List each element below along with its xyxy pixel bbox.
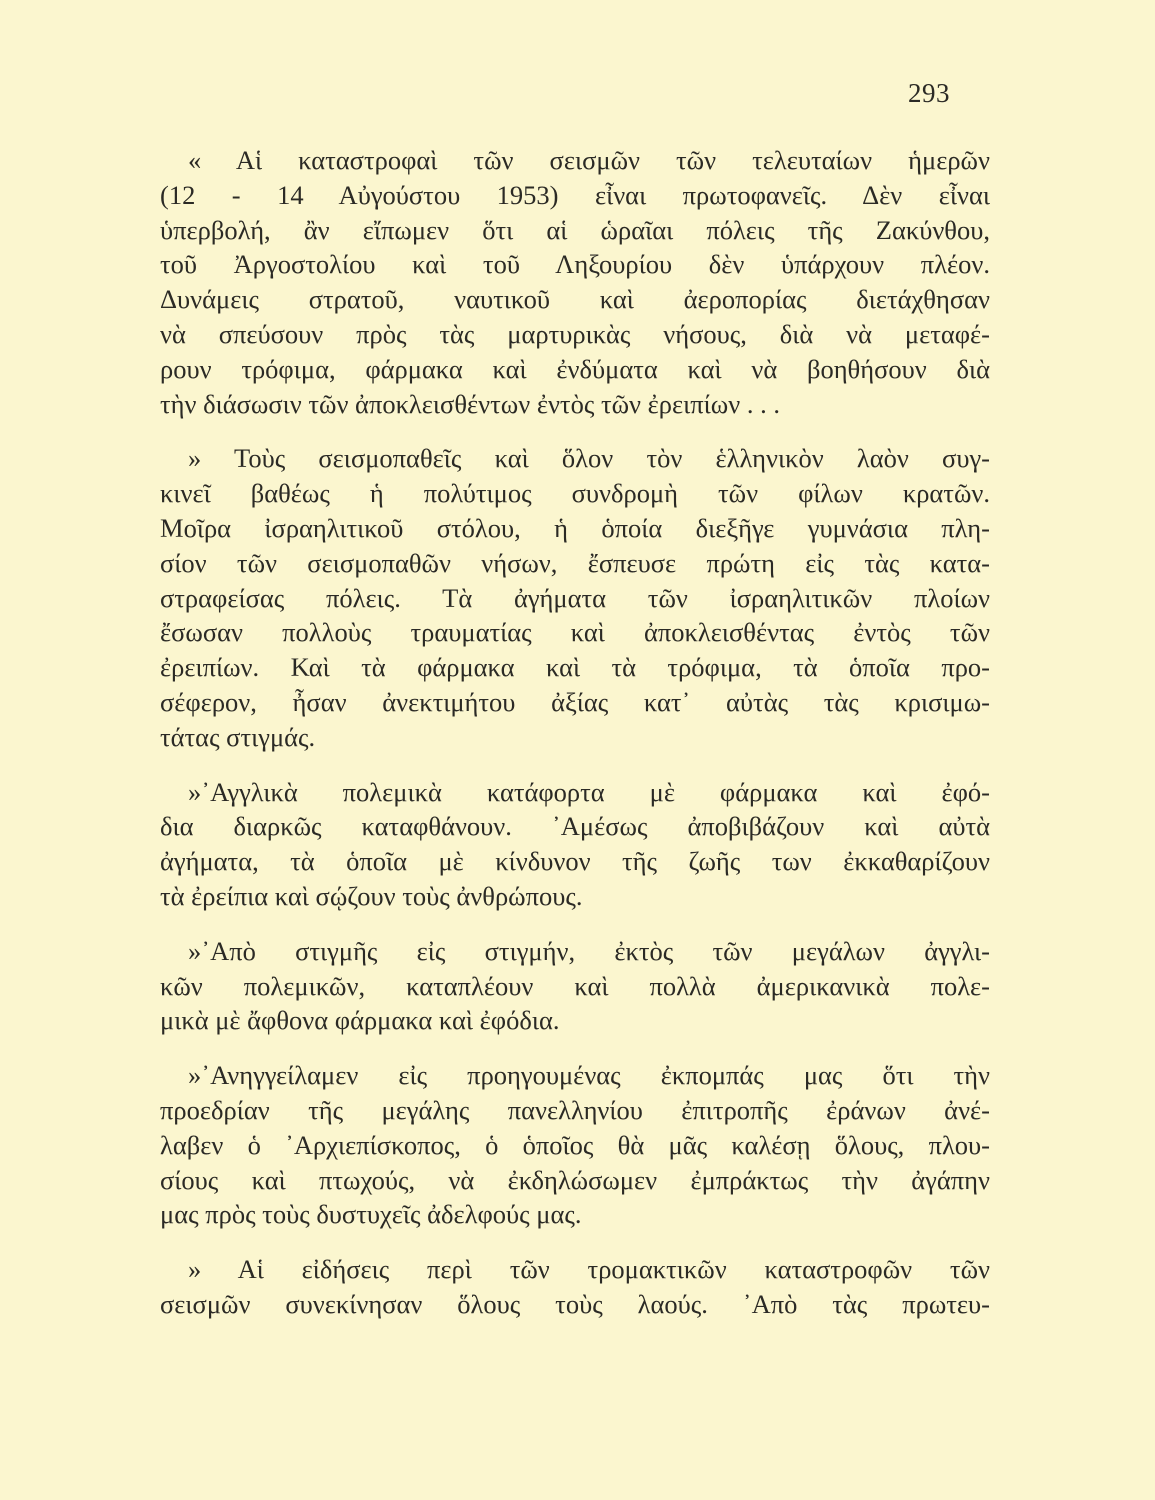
paragraph xyxy=(160,1252,990,1322)
body-text xyxy=(160,143,990,1342)
text-line: τὴν διάσωσιν τῶν ἀποκλεισθέντων ἐντὸς τῶν ἐρειπίων . . . xyxy=(160,388,780,419)
text-line: τάτας στιγμάς. xyxy=(160,721,316,752)
text-line: σίους καὶ πτωχούς, νὰ ἐκδηλώσωμεν ἐμπράκτως τὴν ἀγάπην xyxy=(160,1164,990,1195)
page-number: 293 xyxy=(908,78,950,108)
text-line: δια διαρκῶς καταφθάνουν. ᾽Αμέσως ἀποβιβάζουν καὶ αὐτὰ xyxy=(160,811,990,842)
text-line: (12 - 14 Αὐγούστου 1953) εἶναι πρωτοφανεῖς. Δὲν εἶναι xyxy=(160,179,990,210)
text-line: »᾽Απὸ στιγμῆς εἰς στιγμήν, ἐκτὸς τῶν μεγάλων ἀγγλι- xyxy=(188,935,990,966)
text-line: στραφείσας πόλεις. Τὰ ἀγήματα τῶν ἰσραηλιτικῶν πλοίων xyxy=(160,582,990,613)
text-line: τὰ ἐρείπια καὶ σῴζουν τοὺς ἀνθρώπους. xyxy=(160,880,583,911)
text-line: προεδρίαν τῆς μεγάλης πανελληνίου ἐπιτροπῆς ἐράνων ἀνέ- xyxy=(160,1094,990,1125)
text-line: » Αἱ εἰδήσεις περὶ τῶν τρομακτικῶν καταστροφῶν τῶν xyxy=(188,1254,990,1285)
paragraph xyxy=(160,1058,990,1232)
text-line: » Τοὺς σεισμοπαθεῖς καὶ ὅλον τὸν ἑλληνικὸν λαὸν συγ- xyxy=(188,443,990,474)
text-line: ἔσωσαν πολλοὺς τραυματίας καὶ ἀποκλεισθέντας ἐντὸς τῶν xyxy=(160,617,990,648)
text-line: ἐρειπίων. Καὶ τὰ φάρμακα καὶ τὰ τρόφιμα, τὰ ὁποῖα προ- xyxy=(160,652,990,683)
text-line: ἀγήματα, τὰ ὁποῖα μὲ κίνδυνον τῆς ζωῆς των ἐκκαθαρίζουν xyxy=(160,846,990,877)
text-line: σίον τῶν σεισμοπαθῶν νήσων, ἔσπευσε πρώτη εἰς τὰς κατα- xyxy=(160,547,990,578)
text-line: λαβεν ὁ ᾽Αρχιεπίσκοπος, ὁ ὁποῖος θὰ μᾶς καλέσῃ ὅλους, πλου- xyxy=(160,1129,990,1160)
text-line: κῶν πολεμικῶν, καταπλέουν καὶ πολλὰ ἀμερικανικὰ πολε- xyxy=(160,970,990,1001)
text-line: Μοῖρα ἰσραηλιτικοῦ στόλου, ἡ ὁποία διεξῆγε γυμνάσια πλη- xyxy=(160,512,990,543)
text-line: »᾽Ανηγγείλαμεν εἰς προηγουμένας ἐκπομπάς μας ὅτι τὴν xyxy=(188,1060,990,1091)
text-line: μικὰ μὲ ἄφθονα φάρμακα καὶ ἐφόδια. xyxy=(160,1005,560,1036)
text-line: σεισμῶν συνεκίνησαν ὅλους τοὺς λαούς. ᾽Απὸ τὰς πρωτευ- xyxy=(160,1288,990,1319)
text-line: Δυνάμεις στρατοῦ, ναυτικοῦ καὶ ἀεροπορίας διετάχθησαν xyxy=(160,284,990,315)
text-line: κινεῖ βαθέως ἡ πολύτιμος συνδρομὴ τῶν φίλων κρατῶν. xyxy=(160,478,990,509)
text-line: »᾽Αγγλικὰ πολεμικὰ κατάφορτα μὲ φάρμακα καὶ ἐφό- xyxy=(188,776,990,807)
text-line: τοῦ Ἀργοστολίου καὶ τοῦ Ληξουρίου δὲν ὑπάρχουν πλέον. xyxy=(160,249,990,280)
text-line: σέφερον, ἦσαν ἀνεκτιμήτου ἀξίας κατ᾽ αὐτὰς τὰς κρισιμω- xyxy=(160,686,990,717)
text-line: νὰ σπεύσουν πρὸς τὰς μαρτυρικὰς νήσους, διὰ νὰ μεταφέ- xyxy=(160,318,990,349)
paragraph xyxy=(160,934,990,1038)
text-line: ρουν τρόφιμα, φάρμακα καὶ ἐνδύματα καὶ νὰ βοηθήσουν διὰ xyxy=(160,353,990,384)
paragraph xyxy=(160,441,990,754)
text-line: μας πρὸς τοὺς δυστυχεῖς ἀδελφούς μας. xyxy=(160,1199,582,1230)
paragraph xyxy=(160,143,990,421)
paragraph xyxy=(160,775,990,914)
text-line: « Αἱ καταστροφαὶ τῶν σεισμῶν τῶν τελευταίων ἡμερῶν xyxy=(188,145,990,175)
text-line: ὑπερβολή, ἂν εἴπωμεν ὅτι αἱ ὡραῖαι πόλεις τῆς Ζακύνθου, xyxy=(160,214,990,245)
